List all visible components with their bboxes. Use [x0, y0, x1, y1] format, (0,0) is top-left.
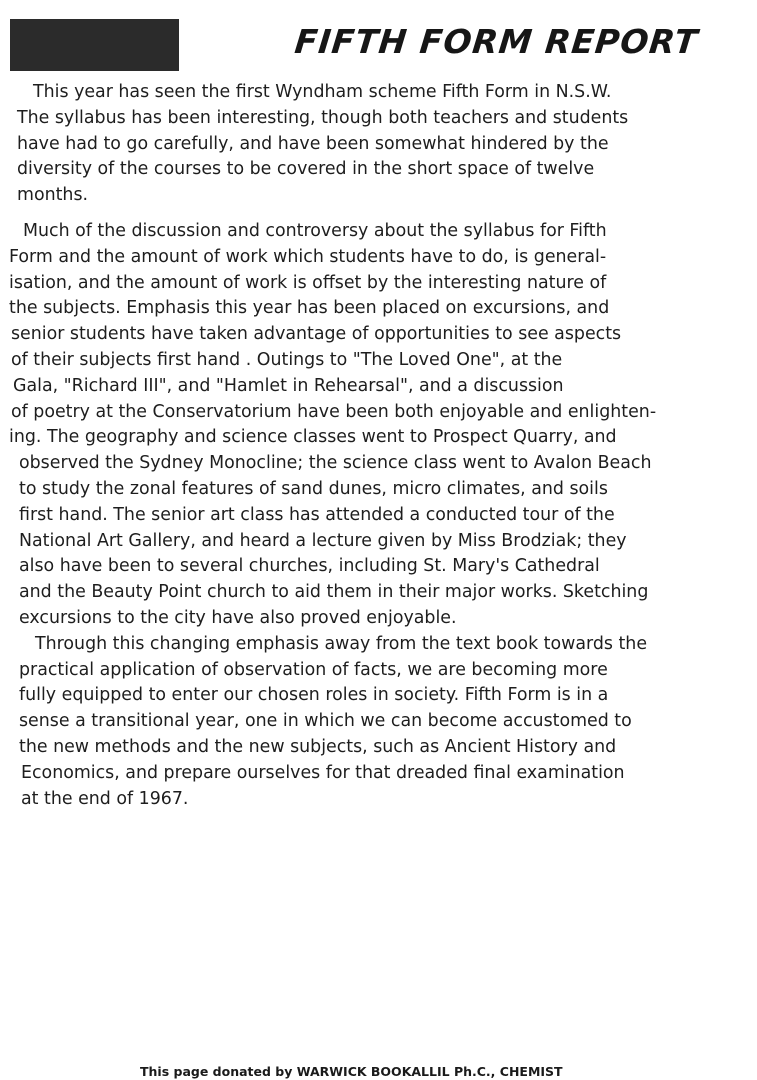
- text-line: The syllabus has been interesting, though both teachers and students: [17, 107, 629, 128]
- text-line: the new methods and the new subjects, such as Ancient History and: [19, 736, 617, 757]
- paragraph-gap: [9, 209, 734, 219]
- redaction-block: [10, 19, 179, 71]
- text-line: of their subjects first hand . Outings to "The Loved One", at the: [11, 349, 563, 370]
- text-line: at the end of 1967.: [21, 788, 189, 809]
- text-line: Through this changing emphasis away from the text book towards the: [35, 633, 648, 654]
- text-line: also have been to several churches, including St. Mary's Cathedral: [19, 556, 600, 577]
- report-body: [9, 80, 734, 812]
- text-line: months.: [17, 185, 89, 206]
- paragraph-2: [9, 219, 734, 812]
- text-line: have had to go carefully, and have been somewhat hindered by the: [17, 133, 609, 154]
- text-line: practical application of observation of facts, we are becoming more: [19, 659, 608, 680]
- text-line: first hand. The senior art class has attended a conducted tour of the: [19, 504, 615, 525]
- text-line: diversity of the courses to be covered in the short space of twelve: [17, 159, 595, 180]
- text-line: fully equipped to enter our chosen roles in society. Fifth Form is in a: [19, 685, 609, 706]
- text-line: Economics, and prepare ourselves for that dreaded final examination: [21, 762, 625, 783]
- text-line: isation, and the amount of work is offset by the interesting nature of: [9, 272, 607, 293]
- text-line: senior students have taken advantage of opportunities to see aspects: [11, 324, 622, 345]
- paragraph-1: [9, 80, 734, 209]
- text-line: the subjects. Emphasis this year has been placed on excursions, and: [9, 298, 610, 319]
- text-line: Gala, "Richard III", and "Hamlet in Rehearsal", and a discussion: [13, 375, 564, 396]
- text-line: excursions to the city have also proved enjoyable.: [19, 607, 457, 628]
- text-line: This year has seen the first Wyndham scheme Fifth Form in N.S.W.: [33, 82, 612, 102]
- donation-footer: This page donated by WARWICK BOOKALLIL Ph.C., CHEMIST: [140, 1064, 563, 1079]
- text-line: sense a transitional year, one in which we can become accustomed to: [19, 711, 632, 732]
- text-line: and the Beauty Point church to aid them in their major works. Sketching: [19, 582, 649, 603]
- text-line: of poetry at the Conservatorium have been both enjoyable and enlighten-: [11, 401, 657, 422]
- text-line: Form and the amount of work which students have to do, is general-: [9, 246, 607, 267]
- text-line: observed the Sydney Monocline; the science class went to Avalon Beach: [19, 453, 652, 474]
- text-line: Much of the discussion and controversy about the syllabus for Fifth: [23, 220, 607, 241]
- page-title: FIFTH FORM REPORT: [292, 22, 701, 61]
- text-line: National Art Gallery, and heard a lecture given by Miss Brodziak; they: [19, 530, 627, 551]
- text-line: ing. The geography and science classes went to Prospect Quarry, and: [9, 427, 617, 448]
- text-line: to study the zonal features of sand dunes, micro climates, and soils: [19, 478, 608, 499]
